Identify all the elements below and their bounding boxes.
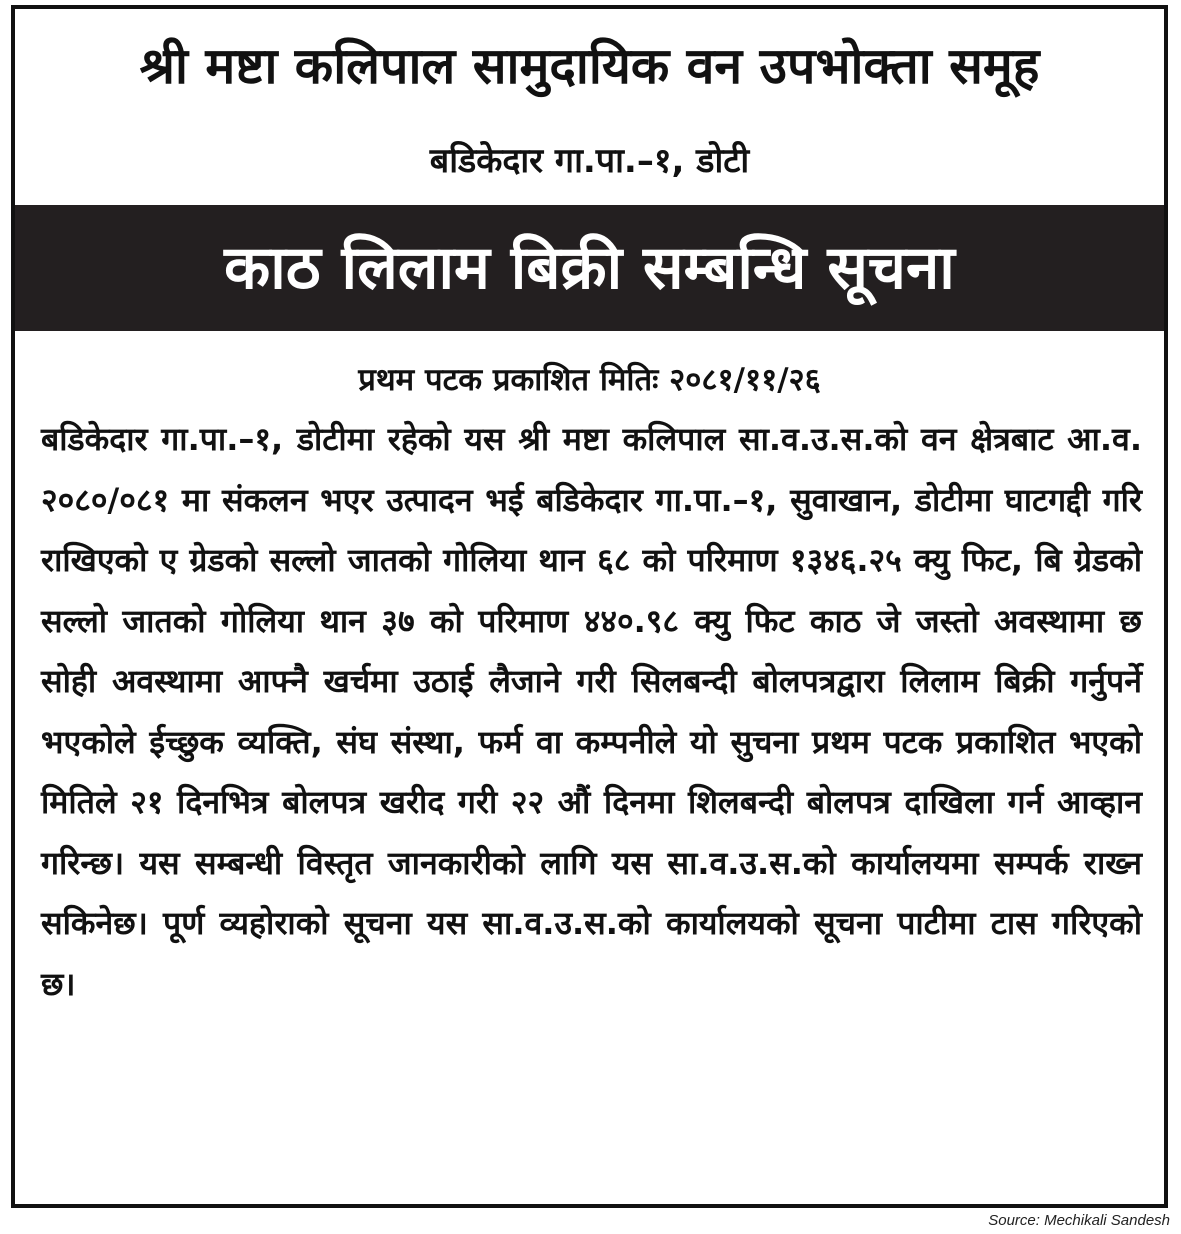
source-credit: Source: Mechikali Sandesh	[988, 1212, 1170, 1229]
publish-date: प्रथम पटक प्रकाशित मितिः २०८१/११/२६	[358, 362, 821, 398]
notice-title-bar: काठ लिलाम बिक्री सम्बन्धि सूचना	[15, 205, 1164, 331]
notice-frame	[11, 5, 1168, 1208]
organization-address: बडिकेदार गा.पा.–१, डोटी	[429, 141, 750, 181]
notice-body: बडिकेदार गा.पा.–१, डोटीमा रहेको यस श्री मष्टा कलिपाल सा.व.उ.स.को वन क्षेत्रबाट आ.व. २०८०/०८१ मा संकलन भएर उत्पादन भई बडिकेदार गा.पा.–१, सुवाखान, डोटीमा घाटगद्दी गरि राखिएको ए ग्रेडको सल्लो जातको गोलिया थान ६८ को परिमाण १३४६.२५ क्यु फिट, बि ग्रेडको सल्लो जातको गोलिया थान ३७ को परिमाण ४४०.९८ क्यु फिट काठ जे जस्तो अवस्थामा छ सोही अवस्थामा आफ्नै खर्चमा उठाई लैजाने गरी सिलबन्दी बोलपत्रद्वारा लिलाम बिक्री गर्नुपर्ने भएकोले ईच्छुक व्यक्ति, संघ संस्था, फर्म वा कम्पनीले यो सुचना प्रथम पटक प्रकाशित भएको मितिले २१ दिनभित्र बोलपत्र खरीद गरी २२ औं दिनमा शिलबन्दी बोलपत्र दाखिला गर्न आव्हान गरिन्छ। यस सम्बन्धी विस्तृत जानकारीको लागि यस सा.व.उ.स.को कार्यालयमा सम्पर्क राख्न सकिनेछ। पूर्ण व्यहोराको सूचना यस सा.व.उ.स.को कार्यालयको सूचना पाटीमा टास गरिएको छ।	[41, 420, 1142, 1003]
organization-name: श्री मष्टा कलिपाल सामुदायिक वन उपभोक्ता समूह	[139, 37, 1040, 95]
